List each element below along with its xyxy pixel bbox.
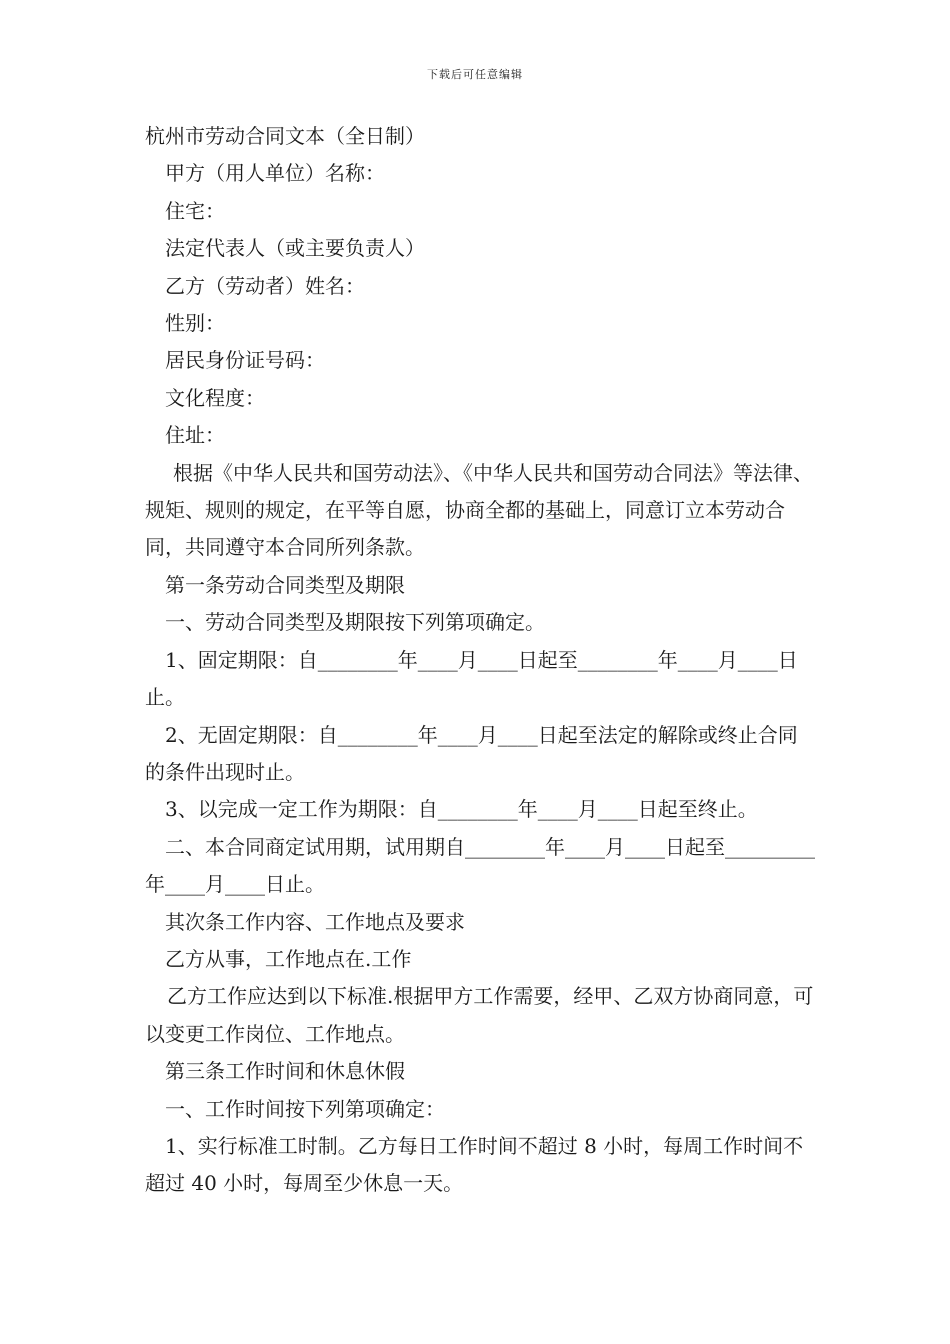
field-address: 住址： <box>165 423 225 448</box>
field-id-number: 居民身份证号码： <box>165 348 325 373</box>
article-1-item-2: 二、本合同商定试用期，试用期自________年____月____日起至_________年____月____日止。 <box>145 834 815 897</box>
article-2-line-1: 乙方从事，工作地点在.工作 <box>165 946 412 971</box>
document-title: 杭州市劳动合同文本（全日制） <box>145 124 425 148</box>
article-3-item-1: 一、工作时间按下列第项确定： <box>165 1096 445 1121</box>
header-note: 下载后可任意编辑 <box>427 68 523 81</box>
preamble-paragraph: 根据《中华人民共和国劳动法》、《中华人民共和国劳动合同法》等法律、规矩、规则的规定，在平等自愿，协商全都的基础上，同意订立本劳动合同，共同遵守本合同所列条款。 <box>145 460 813 560</box>
article-3-heading: 第三条工作时间和休息休假 <box>165 1059 405 1084</box>
article-1-sub-2: 2、无固定期限：自________年____月____日起至法定的解除或终止合同的条件出现时止。 <box>145 722 798 784</box>
article-1-item-1: 一、劳动合同类型及期限按下列第项确定。 <box>165 610 545 635</box>
article-1-heading: 第一条劳动合同类型及期限 <box>165 572 405 597</box>
field-gender: 性别： <box>165 311 225 336</box>
field-legal-representative: 法定代表人（或主要负责人） <box>165 236 425 261</box>
document-body <box>145 118 815 1203</box>
field-residence: 住宅： <box>165 198 225 223</box>
field-party-a-name: 甲方（用人单位）名称： <box>165 161 385 186</box>
field-party-b-name: 乙方（劳动者）姓名： <box>165 273 365 298</box>
article-1-sub-1: 1、固定期限：自________年____月____日起至________年____月____日止。 <box>145 647 798 710</box>
article-2-heading: 其次条工作内容、工作地点及要求 <box>165 909 465 934</box>
article-2-line-2: 乙方工作应达到以下标准.根据甲方工作需要，经甲、乙双方协商同意，可以变更工作岗位、工作地点。 <box>145 984 814 1046</box>
article-3-sub-1: 1、实行标准工时制。乙方每日工作时间不超过 8 小时，每周工作时间不超过 40 小时，每周至少休息一天。 <box>145 1133 804 1196</box>
article-1-sub-3: 3、以完成一定工作为期限：自________年____月____日起至终止。 <box>165 797 758 822</box>
field-education: 文化程度： <box>165 385 265 410</box>
